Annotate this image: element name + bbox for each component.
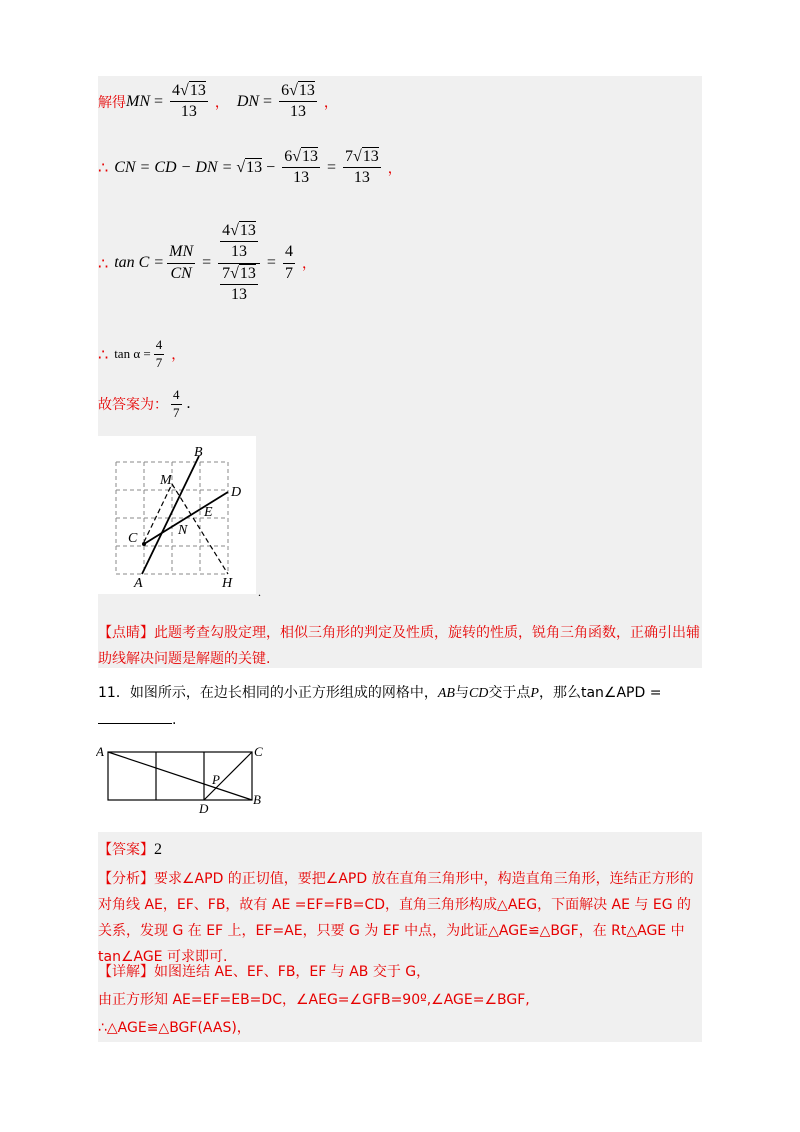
label-c: C <box>254 744 263 759</box>
equals-sign: = <box>326 158 336 176</box>
equals-sign: = <box>266 254 276 272</box>
fraction-mn: $\frac{4√13}{13}$ <box>172 82 206 121</box>
comment-paragraph <box>98 620 702 672</box>
label-b: B <box>253 792 261 807</box>
mn-symbol: MN <box>126 92 150 110</box>
period: . <box>186 395 191 413</box>
segment-ab <box>108 752 252 800</box>
point-p-label: P <box>530 686 539 701</box>
minus-sign: − <box>266 158 276 176</box>
label-d: D <box>199 801 209 816</box>
comma: ， <box>214 94 229 111</box>
comma: ， <box>387 160 402 177</box>
analysis-paragraph <box>98 866 702 970</box>
label-b: B <box>194 445 203 460</box>
comment-tag: 【点睛】 <box>98 625 154 641</box>
fraction-6-root13: $\frac{6√13}{13}$ <box>284 148 318 187</box>
therefore-symbol: ∴ <box>98 253 109 273</box>
solution-line-4 <box>98 338 185 371</box>
detail-paragraph <box>98 958 702 1042</box>
equals-sign: = <box>263 92 273 110</box>
geometry-figure-1 <box>98 436 268 600</box>
segment-ab-label: AB <box>437 686 455 701</box>
comment-text: 此题考查勾股定理，相似三角形的判定及性质，旋转的性质，锐角三角函数，正确引出辅助线解决问题是解题的关键. <box>98 625 700 667</box>
comma: ， <box>301 256 316 273</box>
solution-line-2 <box>98 148 402 188</box>
tan-apd-expression: tan∠APD = <box>580 685 662 701</box>
answer-line <box>98 388 191 421</box>
answer-blank[interactable] <box>98 723 172 724</box>
dn-symbol: DN <box>236 92 260 110</box>
label-a: A <box>134 576 143 591</box>
diagonal-segments <box>108 752 252 800</box>
detail-line-1: 【详解】如图连结 AE、EF、FB，EF 与 AB 交于 G， <box>98 964 431 980</box>
fraction-4-7: $\frac{4}{7}$ <box>173 387 180 420</box>
label-c: C <box>128 531 138 546</box>
fraction-4-7: $\frac{4}{7}$ <box>155 337 163 370</box>
label-m: M <box>160 473 172 488</box>
label-n: N <box>178 523 188 538</box>
comma: ， <box>323 94 338 111</box>
segment-cd-label: CD <box>468 686 489 701</box>
label-h: H <box>222 576 233 591</box>
figure-background <box>98 436 256 594</box>
fraction-dn: $\frac{6√13}{13}$ <box>281 82 315 121</box>
solution-line-1 <box>98 82 338 122</box>
label-d: D <box>231 485 242 500</box>
solution-line-3 <box>98 222 316 305</box>
answer-value: 2 <box>154 841 162 858</box>
figure-trailing-dot: . <box>258 585 261 599</box>
answer-tag: 【答案】 <box>98 842 154 858</box>
label-a: A <box>96 744 104 759</box>
fraction-mn-over-cn: $\frac{MN}{CN}$ <box>169 243 194 282</box>
sqrt-13: √13 <box>236 158 263 176</box>
detail-line-2: 由正方形知 AE=EF=EB=DC，∠AEG=∠GFB=90º,∠AGE=∠BGF, <box>98 992 530 1008</box>
detail-tag: 【详解】 <box>98 964 154 980</box>
cn-expression: CN = CD − DN = <box>114 158 233 176</box>
label-p: P <box>212 772 220 787</box>
question-11: 11．如图所示，在边长相同的小正方形组成的网格中，AB与CD交于点P，那么tan∠APD = . <box>98 685 662 728</box>
analysis-tag: 【分析】 <box>98 871 154 887</box>
answer-row <box>98 840 702 860</box>
comma: ， <box>171 347 186 364</box>
fraction-4-7: $\frac{4}{7}$ <box>284 243 293 282</box>
tan-c-label: tan C = <box>114 254 165 272</box>
geometry-figure-2 <box>96 742 276 818</box>
therefore-symbol: ∴ <box>98 344 109 364</box>
point-c-dot <box>142 542 146 546</box>
analysis-text: 要求∠APD 的正切值，要把∠APD 放在直角三角形中，构造直角三角形，连结正方形的对角线 AE，EF、FB，故有 AE =EF=FB=CD，直角三角形构成△AEG，下面解决 AE 与 EG 的关系，发现 G 在 EF 上，EF=AE，只要 G 为 EF 中点，为此证△AGE≌△BGF，在 Rt△AGE 中 tan∠AGE 可求即可. <box>98 871 694 965</box>
tan-alpha-label: tan α = <box>114 346 151 362</box>
equals-sign: = <box>154 92 164 110</box>
equals-sign: = <box>202 254 212 272</box>
complex-fraction: $\frac{\frac{4√13}{13}}{\frac{7√13}{13}}$ <box>218 222 260 305</box>
label-e: E <box>204 505 213 520</box>
detail-line-3: ∴△AGE≌△BGF(AAS)， <box>98 1020 251 1036</box>
fraction-7-root13: $\frac{7√13}{13}$ <box>345 148 379 187</box>
jiede-label: 解得 <box>98 94 126 111</box>
therefore-symbol: ∴ <box>98 158 109 178</box>
answer-label: 故答案为： <box>98 397 168 414</box>
